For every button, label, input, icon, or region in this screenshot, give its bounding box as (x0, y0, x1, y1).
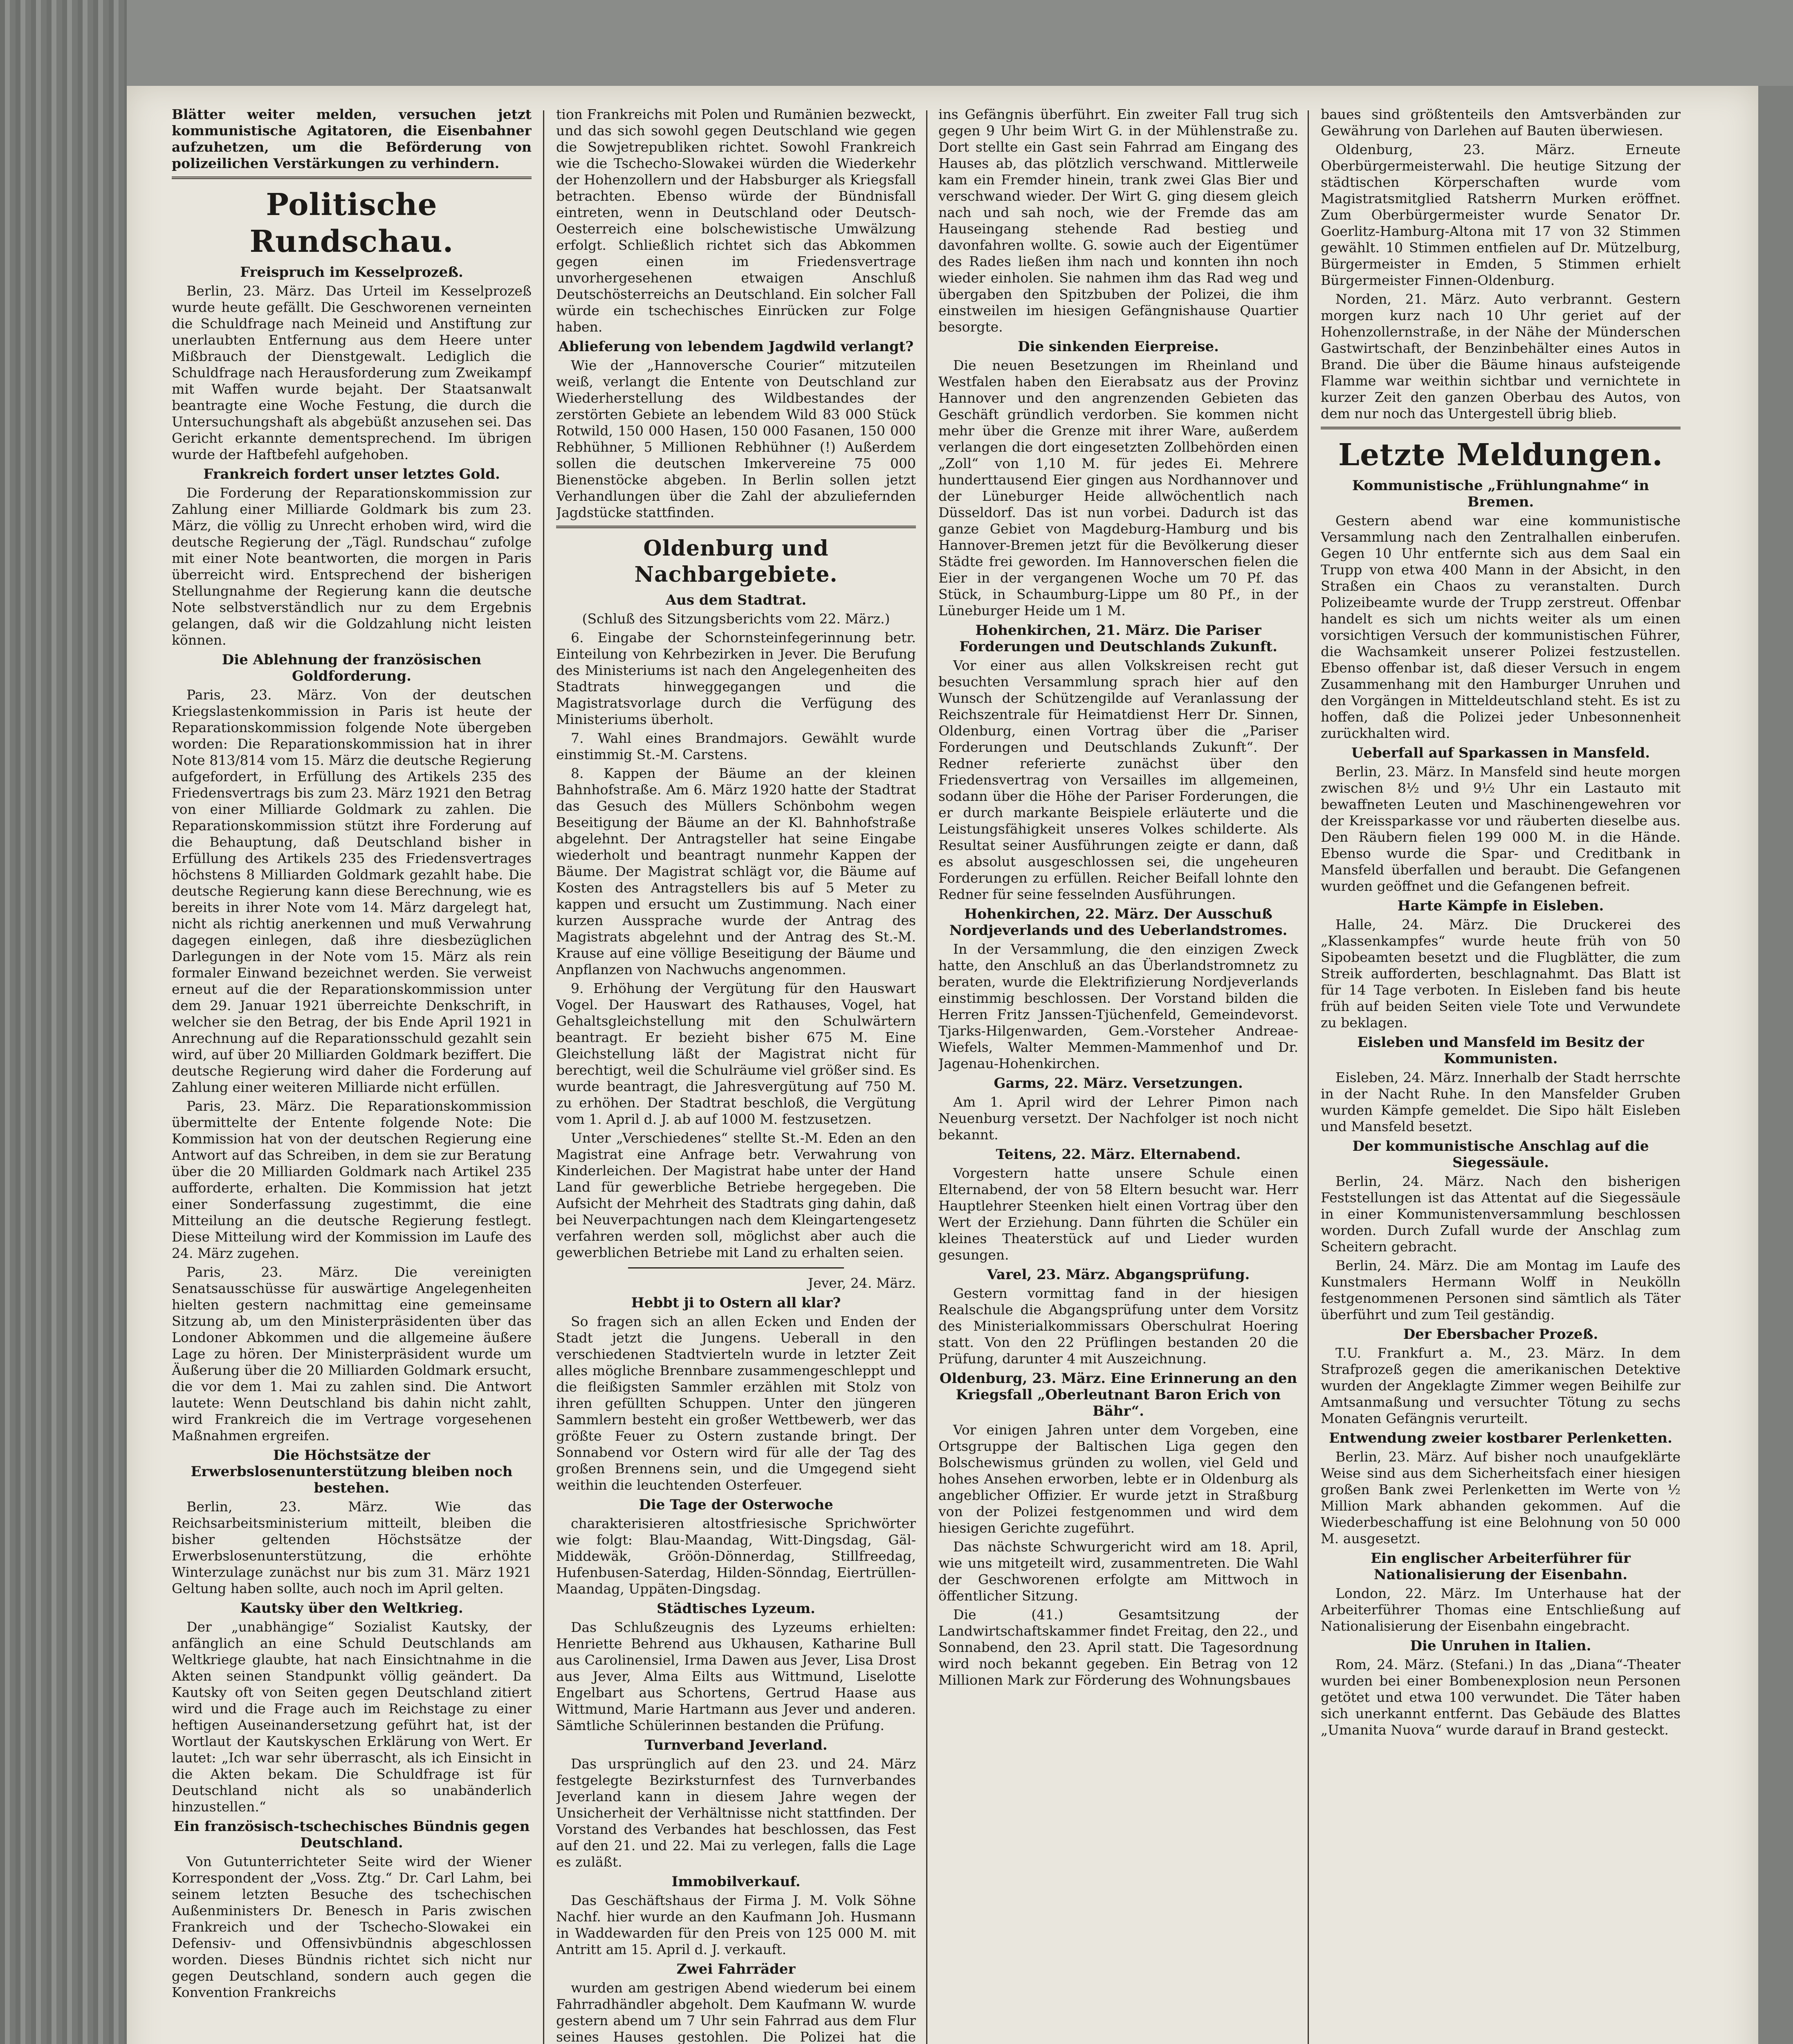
headline: Der kommunistische Anschlag auf die Siegessäule. (1352, 1138, 1649, 1171)
headline: Hohenkirchen, 22. März. Der Ausschuß Nordjeverlands und des Ueberlandstromes. (949, 906, 1288, 939)
headline: Teitens, 22. März. Elternabend. (996, 1146, 1241, 1163)
article-paragraph: Am 1. April wird der Lehrer Pimon nach Neuenburg versetzt. Der Nachfolger ist noch nicht bekannt. (938, 1094, 1298, 1143)
article-paragraph: Berlin, 23. März. In Mansfeld sind heute morgen zwischen 8½ und 9½ Uhr ein Lastauto mit bewaffneten Leuten und Maschinengewehren vor der Kreissparkasse vor und räuberten dieselbe aus. Den Räubern fielen 199 000 M. in die Hände. Ebenso wurde die Spar- und Creditbank in Mansfeld überfallen und beraubt. Die Gefangenen wurden geöffnet und die Gefangenen befreit. (1321, 764, 1681, 894)
article-paragraph: 7. Wahl eines Brandmajors. Gewählt wurde einstimmig St.-M. Carstens. (556, 730, 916, 762)
headline: Die Ablehnung der französischen Goldforderung. (222, 652, 482, 684)
article-paragraph: wurden am gestrigen Abend wiederum bei einem Fahrradhändler abgeholt. Dem Kaufmann W. wurde gestern abend um 7 Uhr sein Fahrrad aus dem Flur seines Hauses gestohlen. Die Polizei hat die (556, 1980, 916, 2044)
headline: Harte Kämpfe in Eisleben. (1397, 898, 1604, 914)
headline: Die Tage der Osterwoche (639, 1497, 833, 1513)
headline: Hohenkirchen, 21. März. Die Pariser Forderungen und Deutschlands Zukunft. (959, 622, 1277, 655)
article-paragraph: Gestern abend war eine kommunistische Versammlung nach den Zentralhallen einberufen. Gegen 10 Uhr entfernte sich aus dem Saal ein Trupp von etwa 400 Mann in der Absicht, in den Straßen ein Chaos zu veranstalten. Durch Polizeibeamte wurde der Trupp zerstreut. Offenbar handelt es sich um nichts weiter als um einen vorsichtigen Versuch der kommunistischen Führer, die Wachsamkeit unserer Polizei festzustellen. Ebenso offenbar ist, daß dieser Versuch in engem Zusammenhang mit den Hamburger Unruhen und den Vorgängen in Mitteldeutschland steht. Es ist zu hoffen, daß die Polizei jeder Unbesonnenheit zurückhalten wird. (1321, 513, 1681, 741)
headline: Kommunistische „Frühlungnahme“ in Bremen. (1352, 477, 1649, 510)
article-paragraph: 8. Kappen der Bäume an der kleinen Bahnhofstraße. Am 6. März 1920 hatte der Stadtrat das Gesuch des Müllers Schönbohm wegen Beseitigung der Bäume an der Kl. Bahnhofstraße abgelehnt. Der Antragsteller hat seine Eingabe wiederholt und beantragt nunmehr Kappen der Bäume. Der Magistrat schlägt vor, die Bäume auf Kosten des Antragstellers bis auf 5 Meter zu kappen und ersucht um Zustimmung. Nach einer kurzen Aussprache wurde der Antrag des Magistrats abgelehnt und der Antrag des St.-M. Krause auf eine völlige Beseitigung der Bäume und Anpflanzen von Nachwuchs angenommen. (556, 765, 916, 977)
headline: Die Höchstsätze der Erwerbslosenunterstützung bleiben noch bestehen. (191, 1447, 513, 1496)
headline: Ein englischer Arbeiterführer für Nationalisierung der Eisenbahn. (1371, 1550, 1631, 1583)
article-paragraph: London, 22. März. Im Unterhause hat der Arbeiterführer Thomas eine Entschließung auf Nationalisierung der Eisenbahn eingebracht. (1321, 1585, 1681, 1634)
section-divider (556, 526, 916, 528)
article-paragraph: Berlin, 23. März. Das Urteil im Kesselprozeß wurde heute gefällt. Die Geschworenen verneinten die Schuldfrage nach Meineid und Anstiftung zur unerlaubten Entfernung aus dem Heere unter Mißbrauch der Dienstgewalt. Lediglich die Schuldfrage nach Herausforderung zum Zweikampf mit Waffen wurde bejaht. Der Staatsanwalt beantragte eine Woche Festung, die durch die Untersuchungshaft als abgebüßt anzusehen sei. Das Gericht erkannte dementsprechend. Im übrigen wurde der Haftbefehl aufgehoben. (172, 283, 532, 462)
headline: Entwendung zweier kostbarer Perlenketten. (1329, 1430, 1672, 1446)
article-paragraph: ins Gefängnis überführt. Ein zweiter Fall trug sich gegen 9 Uhr beim Wirt G. in der Mühlenstraße zu. Dort stellte ein Gast sein Fahrrad am Eingang des Hauses ab, das plötzlich verschwand. Mittlerweile kam ein Fremder hinein, trank zwei Glas Bier und verschwand wieder. Der Wirt G. ging diesem gleich nach und sah noch, wie der Fremde das am Hauseingang stehende Rad bestieg und davonfahren wollte. G. sowie auch der Eigentümer des Rades ließen ihm nach und konnten ihn noch wieder einholen. Sie nahmen ihm das Rad weg und übergaben den Spitzbuben der Polizei, die ihm einstweilen im hiesigen Gefängnishause Quartier besorgte. (938, 106, 1298, 335)
article-paragraph: T.U. Frankfurt a. M., 23. März. In dem Strafprozeß gegen die amerikanischen Detektive wurden der Angeklagte Zimmer wegen Beihilfe zur Amtsanmaßung und versuchter Tötung zu sechs Monaten Gefängnis verurteilt. (1321, 1345, 1681, 1426)
article-paragraph: Halle, 24. März. Die Druckerei des „Klassenkampfes“ wurde heute früh von 50 Sipobeamten besetzt und die Flugblätter, die zum Streik aufforderten, beschlagnahmt. Das Blatt ist für 14 Tage verboten. In Eisleben fand bis heute früh auf beiden Seiten viele Tote und Verwundete zu beklagen. (1321, 917, 1681, 1031)
article-paragraph: Unter „Verschiedenes“ stellte St.-M. Eden an den Magistrat eine Anfrage betr. Verwahrung von Kinderleichen. Der Magistrat habe unter der Hand Land für gewerbliche Betriebe hergegeben. Die Aufsicht der Mehrheit des Stadtrats ging dahin, daß bei Neuverpachtungen nach dem Kleingartengesetz verfahren werden soll, möglichst aber auch die gewerblichen Betriebe mit Land zu erhalten seien. (556, 1130, 916, 1260)
article-paragraph: Vor einigen Jahren unter dem Vorgeben, eine Ortsgruppe der Baltischen Liga gegen den Bolschewismus gründen zu wollen, viel Geld und hohes Ansehen erworben, lebte er in Oldenburg als angeblicher Offizier. Er wurde jetzt in Straßburg von der Polizei festgenommen und wird dem hiesigen Gerichte zugeführt. (938, 1422, 1298, 1536)
section-title-politische-rundschau: Politische Rundschau. (249, 187, 454, 259)
headline: Ueberfall auf Sparkassen in Mansfeld. (1351, 745, 1650, 761)
article-paragraph: Gestern vormittag fand in der hiesigen Realschule die Abgangsprüfung unter dem Vorsitz des Ministerialkommissars Oberschulrat Hoering statt. Von den 22 Prüflingen bestanden 20 die Prüfung, darunter 4 mit Auszeichnung. (938, 1285, 1298, 1367)
scanner-background (127, 0, 1793, 86)
article-paragraph: Von Gutunterrichteter Seite wird der Wiener Korrespondent der „Voss. Ztg.“ Dr. Carl Lahm, bei seinem letzten Besuche des tschechischen Außenministers Dr. Benesch in Paris zwischen Frankreich und der Tschecho-Slowakei ein Defensiv- und Offensivbündnis abgeschlossen worden. Dieses Bündnis richtet sich nicht nur gegen Deutschland, sondern auch gegen die Konvention Frankreichs (172, 1853, 532, 2000)
headline: Die sinkenden Eierpreise. (1018, 338, 1219, 355)
headline: Eisleben und Mansfeld im Besitz der Kommunisten. (1357, 1034, 1644, 1067)
headline: Oldenburg, 23. März. Eine Erinnerung an den Kriegsfall „Oberleutnant Baron Erich von Bähr“. (939, 1370, 1297, 1419)
article-paragraph: Das Geschäftshaus der Firma J. M. Volk Söhne Nachf. hier wurde an den Kaufmann Joh. Husmann in Waddewarden für den Preis von 125 000 M. mit Antritt am 15. April d. J. verkauft. (556, 1892, 916, 1957)
article-paragraph: Berlin, 24. März. Die am Montag im Laufe des Kunstmalers Hermann Wolff in Neukölln festgenommenen Personen sind sämtlich als Täter überführt und zum Teil geständig. (1321, 1257, 1681, 1322)
section-title-letzte-meldungen: Letzte Meldungen. (1338, 437, 1663, 473)
section-divider (1321, 427, 1681, 429)
article-paragraph: Paris, 23. März. Die vereinigten Senatsausschüsse für auswärtige Angelegenheiten hielten gestern nachmittag eine gemeinsame Sitzung ab, um den Ministerpräsidenten über das Londoner Abkommen und die allgemeine äußere Lage zu hören. Der Ministerpräsident wurde um Äußerung über die 20 Milliarden Goldmark ersucht, die vor dem 1. Mai zu zahlen sind. Die Antwort lautete: Wenn Deutschland bis dahin nicht zahlt, wird Frankreich die im Vertrage vorgesehenen Maßnahmen ergreifen. (172, 1264, 532, 1443)
article-paragraph: Das Schlußzeugnis des Lyzeums erhielten: Henriette Behrend aus Ukhausen, Katharine Bull aus Carolinensiel, Irma Dawen aus Jever, Lisa Drost aus Jever, Alma Eilts aus Wittmund, Liselotte Engelbart aus Schortens, Gertrud Haase aus Wittmund, Marie Hartmann aus Jever und anderen. Sämtliche Schülerinnen bestanden die Prüfung. (556, 1619, 916, 1733)
headline: Turnverband Jeverland. (644, 1737, 828, 1753)
article-paragraph: Vor einer aus allen Volkskreisen recht gut besuchten Versammlung sprach hier auf den Wunsch der Schützengilde auf Veranlassung der Reichszentrale für Heimatdienst Herr Dr. Sinnen, Oldenburg, einen Vortrag über die „Pariser Forderungen und Deutschlands Zukunft“. Der Redner referierte zunächst über den Friedensvertrag von Versailles im allgemeinen, sodann über die Höhe der Pariser Forderungen, die er durch markante Beispiele erläuterte und die Leistungsfähigkeit unseres Volkes schilderte. Als Resultat seiner Ausführungen zeigte er dann, daß es absolut ausgeschlossen sei, die ungeheuren Forderungen zu erfüllen. Reicher Beifall lohnte den Redner für seine fesselnden Ausführungen. (938, 657, 1298, 902)
article-divider (628, 1267, 844, 1269)
headline: Frankreich fordert unser letztes Gold. (203, 466, 500, 482)
article-paragraph: Wie der „Hannoversche Courier“ mitzuteilen weiß, verlangt die Entente von Deutschland zur Wiederherstellung des Wildbestandes der zerstörten Gebiete an lebendem Wild 83 000 Stück Rotwild, 150 000 Hasen, 150 000 Fasanen, 150 000 Rebhühner, 5 Millionen Rebhühner (!) Außerdem sollen die deutschen Imkervereine 75 000 Bienenstöcke abgeben. In Berlin sollen jetzt Verhandlungen über die Zahl der abzuliefernden Jagdstücke stattfinden. (556, 357, 916, 520)
newspaper-page (127, 86, 1758, 2044)
article-paragraph: Der „unabhängige“ Sozialist Kautsky, der anfänglich an eine Schuld Deutschlands am Weltkriege glaubte, hat nach Einsichtnahme in die Akten seinen Standpunkt völlig geändert. Da Kautsky oft von Seiten gegen Deutschland zitiert wird und die Frage auch im Reichstage zu einer heftigen Auseinandersetzung geführt hat, ist der Wortlaut der Kautskyschen Erklärung von Wert. Er lautet: „Ich war sehr überrascht, als ich Einsicht in die Akten bekam. Die Schuldfrage ist für Deutschland nicht als so unabänderlich hinzustellen.“ (172, 1619, 532, 1815)
article-paragraph: Das ursprünglich auf den 23. und 24. März festgelegte Bezirksturnfest des Turnverbandes Jeverland kann in diesem Jahre wegen der Unsicherheit der Verhältnisse nicht stattfinden. Der Vorstand des Verbandes hat beschlossen, das Fest auf den 21. und 22. Mai zu verlegen, falls die Lage es zuläßt. (556, 1756, 916, 1870)
article-paragraph: 9. Erhöhung der Vergütung für den Hauswart Vogel. Der Hauswart des Rathauses, Vogel, hat Gehaltsgleichstellung mit den Schulwärtern beantragt. Er bezieht bisher 675 M. Eine Gleichstellung läßt der Magistrat nicht für berechtigt, weil die Schulräume viel größer sind. Es wurde beantragt, die Jahresvergütung auf 750 M. zu erhöhen. Der Stadtrat beschloß, die Vergütung vom 1. April d. J. ab auf 1000 M. festzusetzen. (556, 980, 916, 1127)
article-paragraph: So fragen sich an allen Ecken und Enden der Stadt jetzt die Jungens. Ueberall in den verschiedenen Stadtvierteln wurde in letzter Zeit alles mögliche Brennbare zusammengeschleppt und die fleißigsten Sammler erzählen mit Stolz von ihren gefüllten Schuppen. Unter den jüngeren Sammlern besteht ein großer Wettbewerb, wer das größte Feuer zu Ostern zustande bringt. Der Sonnabend vor Ostern wird für alle der Tag des großen Brennens sein, und die Umgegend sieht weithin die leuchtenden Osterfeuer. (556, 1313, 916, 1493)
book-binding (0, 0, 127, 2044)
article-paragraph: Das nächste Schwurgericht wird am 18. April, wie uns mitgeteilt wird, zusammentreten. Die Wahl der Geschworenen erfolgte am Mittwoch in öffentlicher Sitzung. (938, 1539, 1298, 1604)
column-3 (938, 106, 1298, 2044)
article-paragraph: 6. Eingabe der Schornsteinfegerinnung betr. Einteilung von Kehrbezirken in Jever. Die Berufung des Ministeriums ist nach den Angelegenheiten des Stadtrats hinweggegangen und die Magistratsvorlage durch die Verfügung des Ministeriums überholt. (556, 630, 916, 727)
column-2 (556, 106, 916, 2044)
section-divider (172, 177, 532, 179)
headline: Freispruch im Kesselprozeß. (240, 264, 463, 280)
headline: Ablieferung von lebendem Jagdwild verlangt? (558, 338, 914, 355)
headline: Ein französisch-tschechisches Bündnis gegen Deutschland. (173, 1818, 530, 1851)
headline: Kautsky über den Weltkrieg. (240, 1600, 463, 1616)
column-1 (172, 106, 532, 2044)
headline: Städtisches Lyzeum. (657, 1600, 815, 1617)
article-paragraph: Norden, 21. März. Auto verbrannt. Gestern morgen kurz nach 10 Uhr geriet auf der Hohenzollernstraße, in der Nähe der Münderschen Gastwirtschaft, der Benzinbehälter eines Autos in Brand. Die über die Bäume hinaus aufsteigende Flamme war weithin sichtbar und vernichtete in kurzer Zeit den ganzen Oberbau des Autos, von dem nur noch das Untergestell übrig blieb. (1321, 291, 1681, 421)
headline: Hebbt ji to Ostern all klar? (631, 1295, 841, 1311)
article-paragraph: Berlin, 24. März. Nach den bisherigen Feststellungen ist das Attentat auf die Siegessäule in einer Kommunistenversammlung beschlossen worden. Durch Zufall wurde der Anschlag zum Scheitern gebracht. (1321, 1173, 1681, 1255)
article-paragraph: Die Forderung der Reparationskommission zur Zahlung einer Milliarde Goldmark bis zum 23. März, die völlig zu Unrecht erhoben wird, wird die deutsche Regierung der „Tägl. Rundschau“ zufolge mit einer Note beantworten, die morgen in Paris überreicht wird. Entsprechend der bisherigen Stellungnahme der Regierung kann die deutsche Note selbstverständlich nur zu dem Ergebnis gelangen, daß wir die Goldzahlung nicht leisten können. (172, 485, 532, 648)
article-paragraph: Die neuen Besetzungen im Rheinland und Westfalen haben den Eierabsatz aus der Provinz Hannover und den angrenzenden Gebieten das Geschäft gründlich verdorben. Sie kommen nicht mehr über die Grenze mit ihrer Ware, außerdem verlangen die dort eingesetzten Zollbehörden einen „Zoll“ von 1,10 M. für jedes Ei. Mehrere hunderttausend Eier gingen aus Nordhannover und der Lüneburger Heide allwöchentlich nach Düsseldorf. Das ist nun vorbei. Dadurch ist das ganze Gebiet von Magdeburg-Hamburg und bis Hannover-Bremen jetzt für die Bevölkerung dieser Städte frei geworden. Im Hannoverschen fielen die Eier in der vergangenen Woche um 70 Pf. das Stück, in Schaumburg-Lippe um 80 Pf., in der Lüneburger Heide um 1 M. (938, 357, 1298, 619)
headline: Der Ebersbacher Prozeß. (1403, 1326, 1598, 1342)
column-rule (926, 110, 927, 2044)
headline: Die Unruhen in Italien. (1410, 1638, 1591, 1654)
article-paragraph: Paris, 23. März. Von der deutschen Kriegslastenkommission in Paris ist heute der Reparationskommission folgende Note übergeben worden: Die Reparationskommission hat in ihrer Note 813/814 vom 15. März die deutsche Regierung aufgefordert, in Erfüllung des Artikels 235 des Friedensvertrags bis zum 23. März 1921 den Betrag von einer Milliarde Goldmark zu zahlen. Die Reparationskommission stützt ihre Forderung auf die Behauptung, daß Deutschland bisher in Erfüllung des Artikels 235 des Friedensvertrages höchstens 8 Milliarden Goldmark gezahlt habe. Die deutsche Regierung kann diese Berechnung, wie es bereits in ihrer Note vom 14. März dargelegt hat, nicht als richtig anerkennen und muß Verwahrung dagegen einlegen, daß ihre diesbezüglichen Darlegungen in der Note vom 15. März als rein formaler Einwand bezeichnet werden. Sie verweist erneut auf die der Reparationskommission unter dem 29. Januar 1921 überreichte Denkschrift, in welcher sie den Betrag, der bis Ende April 1921 in Anrechnung auf die Reparationsschuld gezahlt sein wird, auf über 20 Milliarden Goldmark beziffert. Die deutsche Regierung wird daher die Forderung auf Zahlung einer weiteren Milliarde nicht erfüllen. (172, 687, 532, 1095)
article-paragraph: Berlin, 23. März. Wie das Reichsarbeitsministerium mitteilt, bleiben die bisher geltenden Höchstsätze der Erwerbslosenunterstützung, die erhöhte Winterzulage zunächst nur bis zum 31. März 1921 Geltung haben sollte, auch noch im April gelten. (172, 1499, 532, 1596)
headline: Immobilverkauf. (671, 1874, 801, 1890)
column-rule (543, 110, 544, 2044)
article-paragraph: Paris, 23. März. Die Reparationskommission übermittelte der Entente folgende Note: Die Kommission hat von der deutschen Regierung eine Antwort auf das Schreiben, in dem sie zur Beratung über die 20 Milliarden Goldmark nach Artikel 235 aufforderte, erhalten. Die Kommission hat jetzt einer Sonderfassung zugestimmt, die eine Mitteilung an die deutsche Regierung festlegt. Diese Mitteilung wird der Kommission im Laufe des 24. März zugehen. (172, 1098, 532, 1261)
headline: Zwei Fahrräder (676, 1961, 796, 1977)
dateline: Jever, 24. März. (808, 1275, 916, 1291)
article-paragraph: Berlin, 23. März. Auf bisher noch unaufgeklärte Weise sind aus dem Sicherheitsfach einer hiesigen großen Bank zwei Perlenketten im Werte von ½ Million Mark abhanden gekommen. Auf die Wiederbeschaffung ist eine Belohnung von 50 000 M. ausgesetzt. (1321, 1449, 1681, 1546)
article-paragraph: Oldenburg, 23. März. Erneute Oberbürgermeisterwahl. Die heutige Sitzung der städtischen Körperschaften wurde vom Magistratsmitglied Ratsherrn Murken eröffnet. Zum Oberbürgermeister wurde Senator Dr. Goerlitz-Hamburg-Altona mit 17 von 32 Stimmen gewählt. 10 Stimmen entfielen auf Dr. Mützelburg, Bürgermeister in Emden, 5 Stimmen erhielt Bürgermeister Finnen-Oldenburg. (1321, 141, 1681, 288)
column-rule (1308, 110, 1309, 2044)
section-title-oldenburg: Oldenburg und Nachbargebiete. (634, 536, 838, 587)
article-paragraph: Die (41.) Gesamtsitzung der Landwirtschaftskammer findet Freitag, den 22., und Sonnabend, den 23. April statt. Die Tagesordnung wird noch bekannt gegeben. Ein Betrag von 12 Millionen Mark zur Förderung des Wohnungsbaues (938, 1607, 1298, 1688)
column-4 (1321, 106, 1681, 2044)
article-paragraph: Rom, 24. März. (Stefani.) In das „Diana“-Theater wurden bei einer Bombenexplosion neun Personen getötet und etwa 100 verwundet. Die Täter haben sich unerkannt entfernt. Das Gebäude des Blattes „Umanita Nuova“ wurde darauf in Brand gesteckt. (1321, 1656, 1681, 1738)
article-paragraph: tion Frankreichs mit Polen und Rumänien bezweckt, und das sich sowohl gegen Deutschland wie gegen die Sowjetrepubliken richtet. Sowohl Frankreich wie die Tschecho-Slowakei würden die Wiederkehr der Hohenzollern und der Habsburger als Kriegsfall betrachten. Ebenso würde der Bündnisfall eintreten, wenn in Deutschland oder Deutsch-Oesterreich eine bolschewistische Umwälzung erfolgt. Schließlich richtet sich das Abkommen gegen einen im Friedensvertrage unvorhergesehenen etwaigen Anschluß Deutschösterreichs an Deutschland. Ein solcher Fall würde ein tschechisches Einrücken zur Folge haben. (556, 106, 916, 335)
headline: Garms, 22. März. Versetzungen. (994, 1075, 1243, 1091)
article-paragraph: baues sind größtenteils den Amtsverbänden zur Gewährung von Darlehen auf Bauten überwiesen. (1321, 106, 1681, 139)
article-paragraph: In der Versammlung, die den einzigen Zweck hatte, den Anschluß an das Überlandstromnetz zu beraten, wurde die Elektrifizierung Nordjeverlands einstimmig beschlossen. Der Vorstand bilden die Herren Fritz Janssen-Tjüchenfeld, Gemeindevorst. Tjarks-Hilgenwarden, Gem.-Vorsteher Andreae-Wiefels, Walter Memmen-Mammenhof und Dr. Jagenau-Hohenkirchen. (938, 941, 1298, 1071)
article-paragraph: charakterisieren altostfriesische Sprichwörter wie folgt: Blau-Maandag, Witt-Dingsdag, Gäl-Middewäk, Gröön-Dönnerdag, Stillfreedag, Hufenbusen-Saterdag, Hilden-Sönndag, Eiertrüllen-Maandag, Uppäten-Dingsdag. (556, 1515, 916, 1597)
article-paragraph: Eisleben, 24. März. Innerhalb der Stadt herrschte in der Nacht Ruhe. In den Mansfelder Gruben wurden Kämpfe gemeldet. Die Sipo hält Eisleben und Mansfeld besetzt. (1321, 1069, 1681, 1134)
headline: Varel, 23. März. Abgangsprüfung. (987, 1266, 1250, 1283)
article-note: (Schluß des Sitzungsberichts vom 22. März.) (582, 611, 890, 627)
article-paragraph: Vorgestern hatte unsere Schule einen Elternabend, der von 58 Eltern besucht war. Herr Hauptlehrer Steenken hielt einen Vortrag über den Wert der Erziehung. Dann führten die Schüler ein kleines Theaterstück auf und Lieder wurden gesungen. (938, 1165, 1298, 1263)
headline: Aus dem Stadtrat. (665, 592, 807, 608)
intro-text: Blätter weiter melden, versuchen jetzt kommunistische Agitatoren, die Eisenbahner aufzuhetzen, um die Beförderung von polizeilichen Verstärkungen zu verhindern. (172, 106, 532, 171)
